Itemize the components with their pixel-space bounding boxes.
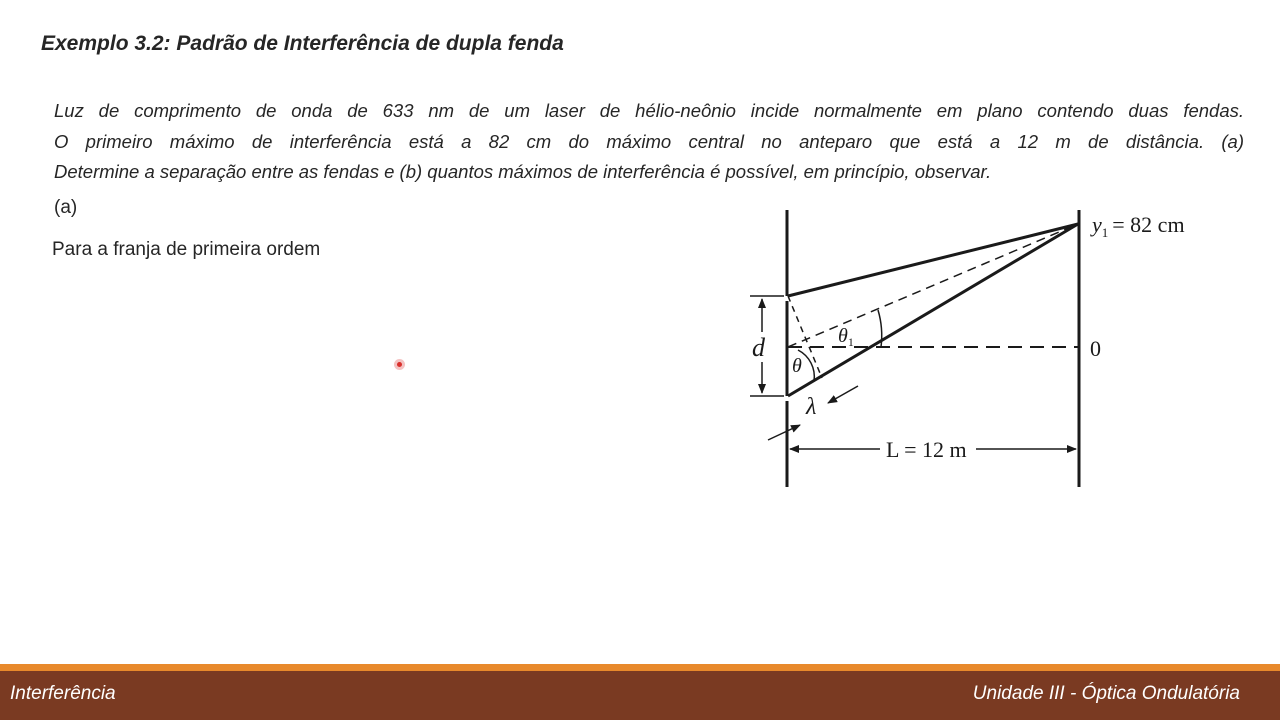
lambda-label: λ: [806, 394, 817, 420]
footer-topic: Interferência: [10, 683, 116, 704]
y1-label: $y_1 = 82$ cm: [1092, 212, 1185, 240]
problem-line-1: Luz de comprimento de onda de 633 nm de um laser de hélio-neônio incide normalmente em plano contendo duas fendas.: [54, 100, 1244, 121]
ray-bottom: [788, 224, 1078, 396]
lambda-arrow-right: [828, 386, 858, 403]
zero-label: 0: [1090, 336, 1101, 361]
lambda-arrow-left: [768, 425, 800, 440]
double-slit-diagram: [740, 200, 1220, 500]
part-a-label: (a): [54, 197, 78, 218]
theta1-label: $\theta_1$: [838, 325, 854, 349]
problem-statement: [54, 96, 1244, 188]
theta-label: θ: [792, 355, 802, 377]
footer-stripe: [0, 664, 1280, 671]
footer-unit: Unidade III - Óptica Ondulatória: [972, 683, 1240, 704]
first-order-fringe-text: Para a franja de primeira ordem: [52, 239, 321, 260]
laser-pointer-icon: [394, 359, 405, 370]
slide-title: Exemplo 3.2: Padrão de Interferência de dupla fenda: [41, 32, 564, 55]
L-label: L = 12 m: [886, 437, 967, 462]
problem-line-3: Determine a separação entre as fendas e (b) quantos máximos de interferência é possível, em princípio, observar.: [54, 161, 992, 182]
problem-line-2: O primeiro máximo de interferência está a 82 cm do máximo central no anteparo que está a 12 m de distância. (a): [54, 130, 1244, 152]
d-label: d: [752, 333, 765, 362]
